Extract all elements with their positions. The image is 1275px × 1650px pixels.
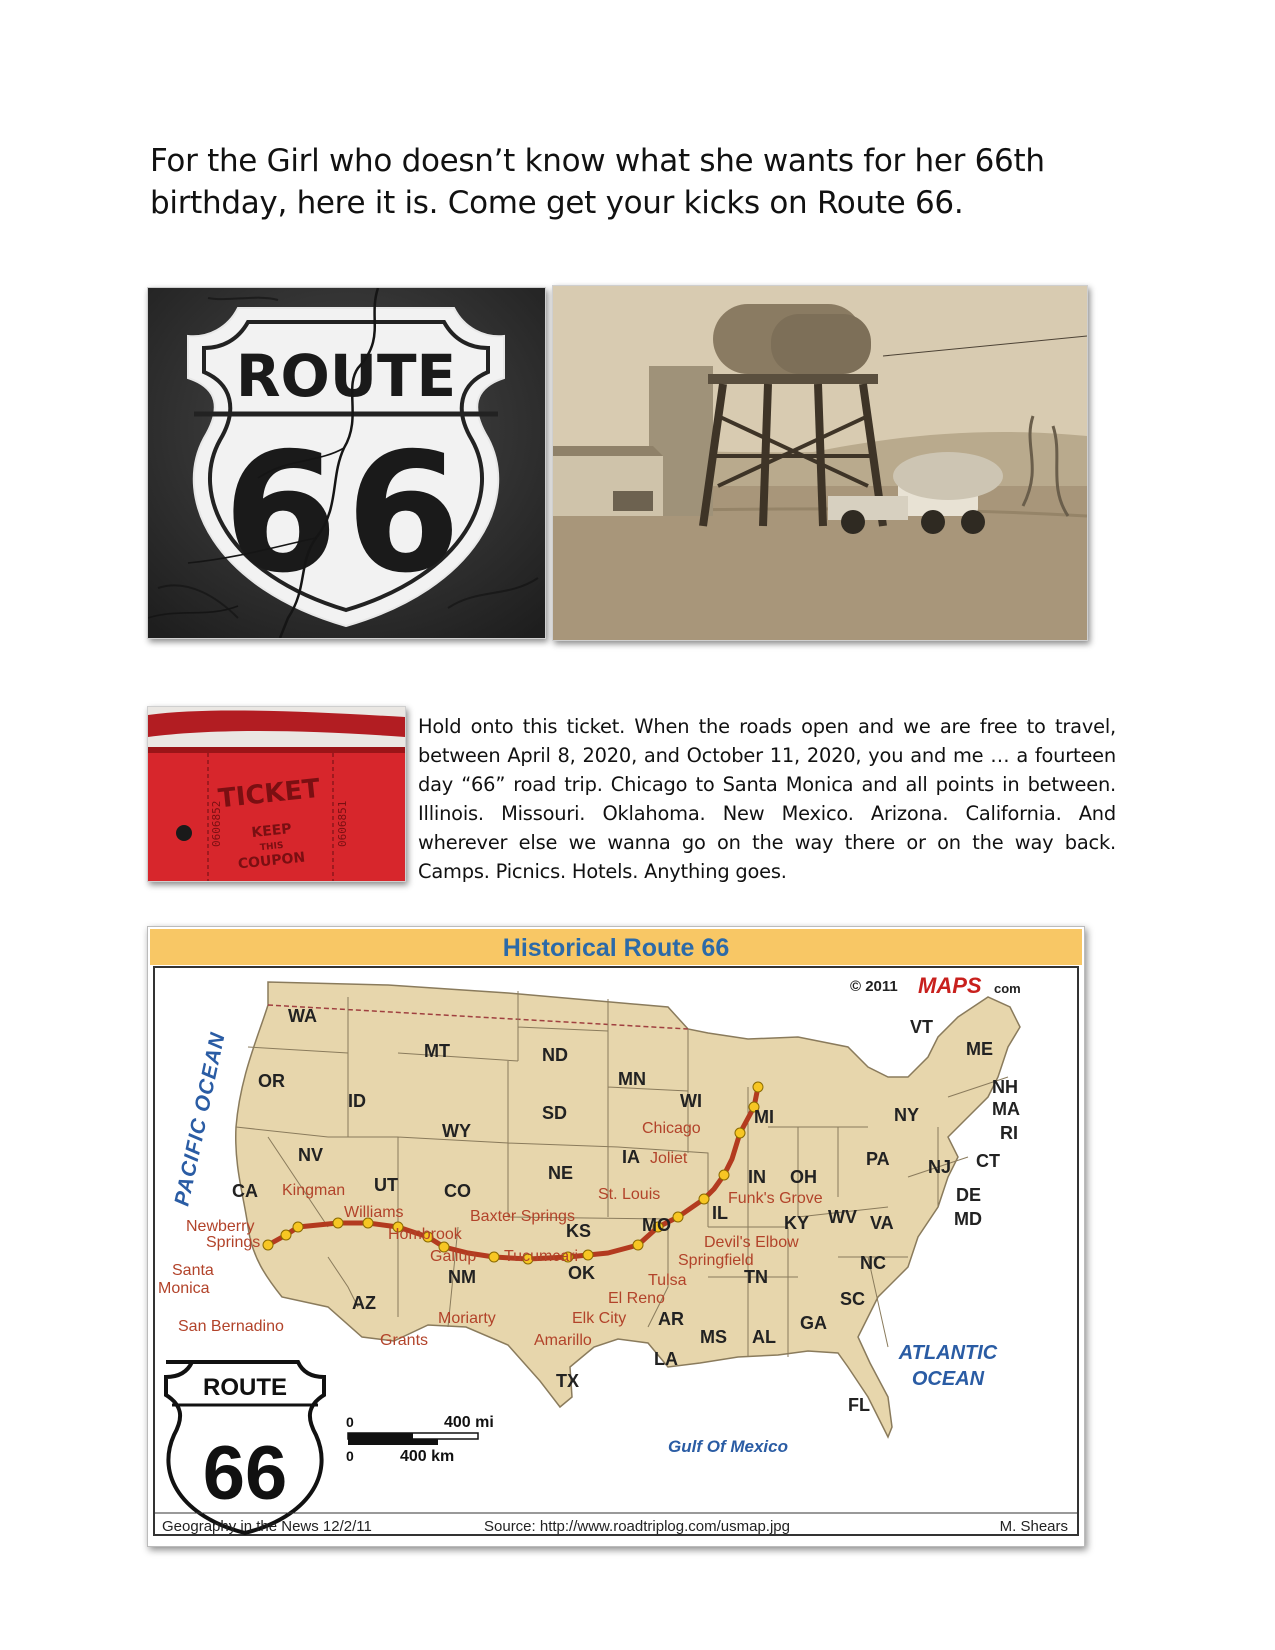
state-MT: MT — [424, 1041, 450, 1061]
state-TX: TX — [556, 1371, 580, 1391]
state-SD: SD — [542, 1103, 568, 1123]
state-DE: DE — [956, 1185, 982, 1205]
state-MS: MS — [700, 1327, 727, 1347]
ticket-serial-b: 0606851 — [336, 800, 349, 847]
city-devils-elbow: Devil's Elbow — [704, 1234, 799, 1251]
city-springfield: Springfield — [678, 1252, 754, 1269]
state-ND: ND — [542, 1045, 568, 1065]
water-tower-photo — [552, 285, 1088, 641]
legend-shield-route: ROUTE — [203, 1374, 287, 1401]
tanker-trailer — [893, 452, 1003, 500]
state-PA: PA — [866, 1149, 890, 1169]
map-footer-left: Geography in the News 12/2/11 — [162, 1518, 372, 1535]
maps-brand: MAPS — [918, 973, 982, 998]
city-kingman: Kingman — [282, 1182, 346, 1199]
state-MN: MN — [618, 1069, 646, 1089]
state-MO: MO — [642, 1215, 671, 1235]
ticket-keep-line-3: COUPON — [237, 849, 306, 873]
city-santa-monica-1: Santa — [172, 1262, 214, 1279]
state-OK: OK — [568, 1263, 595, 1283]
state-IL: IL — [712, 1203, 728, 1223]
state-ID: ID — [348, 1091, 366, 1111]
state-NY: NY — [894, 1105, 920, 1125]
state-KS: KS — [566, 1221, 592, 1241]
scale-zero-mi: 0 — [346, 1414, 354, 1430]
city-funks-grove: Funk's Grove — [728, 1190, 823, 1207]
city-chicago: Chicago — [642, 1120, 701, 1137]
state-IN: IN — [748, 1167, 766, 1187]
city-amarillo: Amarillo — [534, 1332, 592, 1349]
state-NJ: NJ — [928, 1157, 952, 1177]
city-st-louis: St. Louis — [598, 1186, 661, 1203]
state-NH: NH — [992, 1077, 1018, 1097]
city-newberry-springs-1: Newberry — [186, 1218, 255, 1235]
city-newberry-springs-2: Springs — [206, 1234, 261, 1251]
city-williams: Williams — [344, 1204, 404, 1221]
state-ME: ME — [966, 1039, 993, 1059]
state-AL: AL — [752, 1327, 776, 1347]
state-GA: GA — [800, 1313, 827, 1333]
state-NV: NV — [298, 1145, 324, 1165]
state-IA: IA — [622, 1147, 640, 1167]
map-title: Historical Route 66 — [502, 934, 730, 962]
legend-route66-shield — [166, 1362, 324, 1533]
state-NC: NC — [860, 1253, 886, 1273]
map-footer-source: Source: http://www.roadtriplog.com/usmap.jpg — [484, 1518, 790, 1535]
state-LA: LA — [654, 1349, 678, 1369]
state-OH: OH — [790, 1167, 817, 1187]
city-joliet: Joliet — [650, 1150, 688, 1167]
state-CA: CA — [232, 1181, 258, 1201]
state-WY: WY — [442, 1121, 471, 1141]
shield-number-text: 66 — [223, 417, 469, 609]
gulf-of-mexico-label: Gulf Of Mexico — [668, 1437, 788, 1456]
city-tulsa: Tulsa — [648, 1272, 687, 1289]
state-WI: WI — [680, 1091, 702, 1111]
ticket-word: TICKET — [216, 773, 322, 815]
city-grants: Grants — [380, 1332, 429, 1349]
headline: For the Girl who doesn’t know what she wants for her 66th birthday, here it is. Come get your kicks on Route 66. — [150, 143, 1045, 221]
city-elk-city: Elk City — [572, 1310, 627, 1327]
state-VA: VA — [870, 1213, 894, 1233]
map-footer-right: M. Shears — [999, 1518, 1068, 1535]
scale-zero-km: 0 — [346, 1448, 354, 1464]
state-KY: KY — [784, 1213, 810, 1233]
maps-brand-suffix: com — [994, 981, 1021, 996]
state-MI: MI — [754, 1107, 774, 1127]
ticket-keep-line-2: THIS — [259, 840, 285, 854]
state-FL: FL — [848, 1395, 870, 1415]
state-AR: AR — [658, 1309, 684, 1329]
state-RI: RI — [1000, 1123, 1018, 1143]
state-CT: CT — [976, 1151, 1000, 1171]
city-baxter-springs: Baxter Springs — [470, 1208, 575, 1225]
shield-route-text: ROUTE — [235, 342, 457, 410]
state-CO: CO — [444, 1181, 471, 1201]
map-copyright: © 2011 — [850, 978, 898, 995]
state-AZ: AZ — [352, 1293, 376, 1313]
state-NE: NE — [548, 1163, 574, 1183]
city-tucumcari: Tucumcari — [504, 1248, 579, 1265]
ticket-roll-photo — [147, 706, 406, 882]
route66-road-shield-photo — [147, 287, 546, 639]
state-OR: OR — [258, 1071, 285, 1091]
state-MD: MD — [954, 1209, 982, 1229]
city-santa-monica-2: Monica — [158, 1280, 210, 1297]
water-tank-2 — [771, 314, 871, 374]
state-WA: WA — [288, 1006, 317, 1026]
legend-shield-number: 66 — [202, 1431, 288, 1516]
state-VT: VT — [910, 1017, 934, 1037]
scale-400-km: 400 km — [400, 1448, 455, 1465]
state-MA: MA — [992, 1099, 1020, 1119]
state-UT: UT — [374, 1175, 398, 1195]
pacific-ocean-label: PACIFIC OCEAN — [170, 1030, 230, 1209]
scale-400-mi: 400 mi — [444, 1414, 494, 1431]
city-gallup: Gallup — [430, 1248, 477, 1265]
ticket-description: Hold onto this ticket. When the roads open and we are free to travel, between April 8, 2020, and October 11, 2020, you and me … a fourteen day “66” road trip. Chicago to Santa Monica and all points in between. Illinois. Missouri. Oklahoma. New Mexico. Arizona. California. And wherever else we wanna go on the way there or on the way back. Camps. Picnics. Hotels. Anything goes. — [418, 715, 1116, 883]
state-TN: TN — [744, 1267, 768, 1287]
route66-map — [147, 926, 1085, 1547]
ticket-keep-line-1: KEEP — [250, 820, 293, 842]
atlantic-ocean-label-2: OCEAN — [911, 1368, 985, 1390]
state-NM: NM — [448, 1267, 476, 1287]
state-SC: SC — [840, 1289, 866, 1309]
city-hombrook: Hombrook — [388, 1226, 462, 1243]
city-moriarty: Moriarty — [438, 1310, 496, 1327]
city-el-reno: El Reno — [608, 1290, 665, 1307]
city-san-bernadino: San Bernadino — [178, 1318, 284, 1335]
ticket-serial-a: 0606852 — [210, 800, 223, 847]
state-WV: WV — [828, 1207, 857, 1227]
atlantic-ocean-label-1: ATLANTIC — [898, 1342, 998, 1364]
